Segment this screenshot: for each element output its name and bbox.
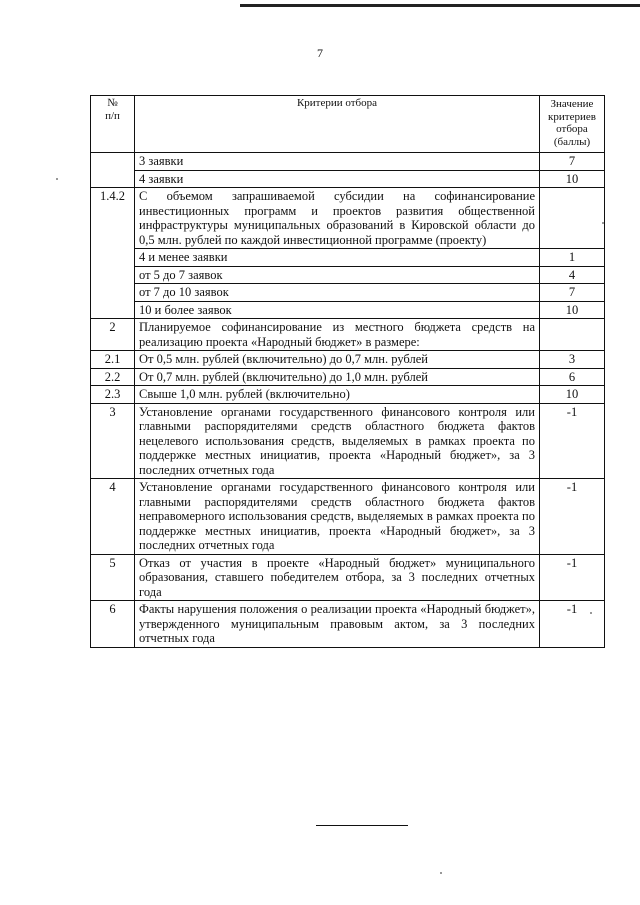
table-row	[91, 170, 605, 188]
row-criteria: Отказ от участия в проекте «Народный бюджет» муниципального образования, ставшего победителем отбора, за 3 последних отчетных года	[135, 554, 540, 601]
table-row	[91, 319, 605, 351]
row-value: -1	[540, 554, 605, 601]
row-value: 4	[540, 266, 605, 284]
table-row	[91, 153, 605, 171]
row-criteria: Свыше 1,0 млн. рублей (включительно)	[135, 386, 540, 404]
table-row	[91, 479, 605, 555]
row-value: 10	[540, 386, 605, 404]
scan-speck	[56, 178, 58, 180]
row-criteria: С объемом запрашиваемой субсидии на софинансирование инвестиционных программ и проектов развития общественной инфраструктуры муниципальных образований в Кировской области до 0,5 млн. рублей по каждой инвестиционной программе (проекту)	[135, 188, 540, 249]
row-value	[540, 188, 605, 249]
table-row	[91, 188, 605, 249]
top-border-line	[240, 4, 640, 7]
row-number	[91, 153, 135, 171]
row-value: 7	[540, 284, 605, 302]
criteria-table	[90, 95, 605, 648]
row-number: 6	[91, 601, 135, 648]
row-value: -1	[540, 601, 605, 648]
row-criteria: от 7 до 10 заявок	[135, 284, 540, 302]
table-row	[91, 351, 605, 369]
table-row	[91, 368, 605, 386]
row-criteria: 10 и более заявок	[135, 301, 540, 319]
row-number: 2	[91, 319, 135, 351]
row-number: 1.4.2	[91, 188, 135, 249]
row-number	[91, 266, 135, 284]
row-value: 1	[540, 249, 605, 267]
row-number: 2.3	[91, 386, 135, 404]
header-value: Значение критериев отбора (баллы)	[540, 96, 605, 153]
page-number: 7	[317, 46, 323, 60]
row-value	[540, 319, 605, 351]
row-number: 4	[91, 479, 135, 555]
header-criteria: Критерии отбора	[135, 96, 540, 153]
row-criteria: Установление органами государственного финансового контроля или главными распорядителями средств областного бюджета фактов неправомерного использования средств, выделяемых в рамках проекта по поддержке местных инициатив, проекта «Народный бюджет», за 3 последних отчетных года	[135, 479, 540, 555]
table-row	[91, 284, 605, 302]
row-criteria: От 0,5 млн. рублей (включительно) до 0,7 млн. рублей	[135, 351, 540, 369]
row-criteria: 3 заявки	[135, 153, 540, 171]
footer-separator-line	[316, 825, 408, 826]
table-row	[91, 249, 605, 267]
row-number	[91, 284, 135, 302]
row-number	[91, 249, 135, 267]
table-row	[91, 266, 605, 284]
row-criteria: 4 и менее заявки	[135, 249, 540, 267]
scan-speck	[440, 872, 442, 874]
row-criteria: Планируемое софинансирование из местного бюджета средств на реализацию проекта «Народный бюджет» в размере:	[135, 319, 540, 351]
row-criteria: от 5 до 7 заявок	[135, 266, 540, 284]
table-row	[91, 601, 605, 648]
table-row	[91, 554, 605, 601]
row-number: 3	[91, 403, 135, 479]
table-row	[91, 403, 605, 479]
row-number	[91, 301, 135, 319]
row-criteria: От 0,7 млн. рублей (включительно) до 1,0 млн. рублей	[135, 368, 540, 386]
row-number: 2.1	[91, 351, 135, 369]
scan-speck	[590, 612, 592, 614]
row-value: -1	[540, 479, 605, 555]
table-row	[91, 301, 605, 319]
row-value: -1	[540, 403, 605, 479]
table-row	[91, 386, 605, 404]
row-number: 2.2	[91, 368, 135, 386]
table-header-row	[91, 96, 605, 153]
row-value: 3	[540, 351, 605, 369]
row-value: 10	[540, 301, 605, 319]
row-criteria: 4 заявки	[135, 170, 540, 188]
header-number: № п/п	[91, 96, 135, 153]
scan-speck	[602, 222, 604, 224]
row-criteria: Установление органами государственного финансового контроля или главными распорядителями средств областного бюджета фактов нецелевого использования средств, выделяемых в рамках проекта по поддержке местных инициатив, проекта «Народный бюджет», за 3 последних отчетных года	[135, 403, 540, 479]
row-number: 5	[91, 554, 135, 601]
row-value: 7	[540, 153, 605, 171]
row-criteria: Факты нарушения положения о реализации проекта «Народный бюджет», утвержденного муниципальным правовым актом, за 3 последних отчетных года	[135, 601, 540, 648]
row-value: 10	[540, 170, 605, 188]
row-value: 6	[540, 368, 605, 386]
row-number	[91, 170, 135, 188]
